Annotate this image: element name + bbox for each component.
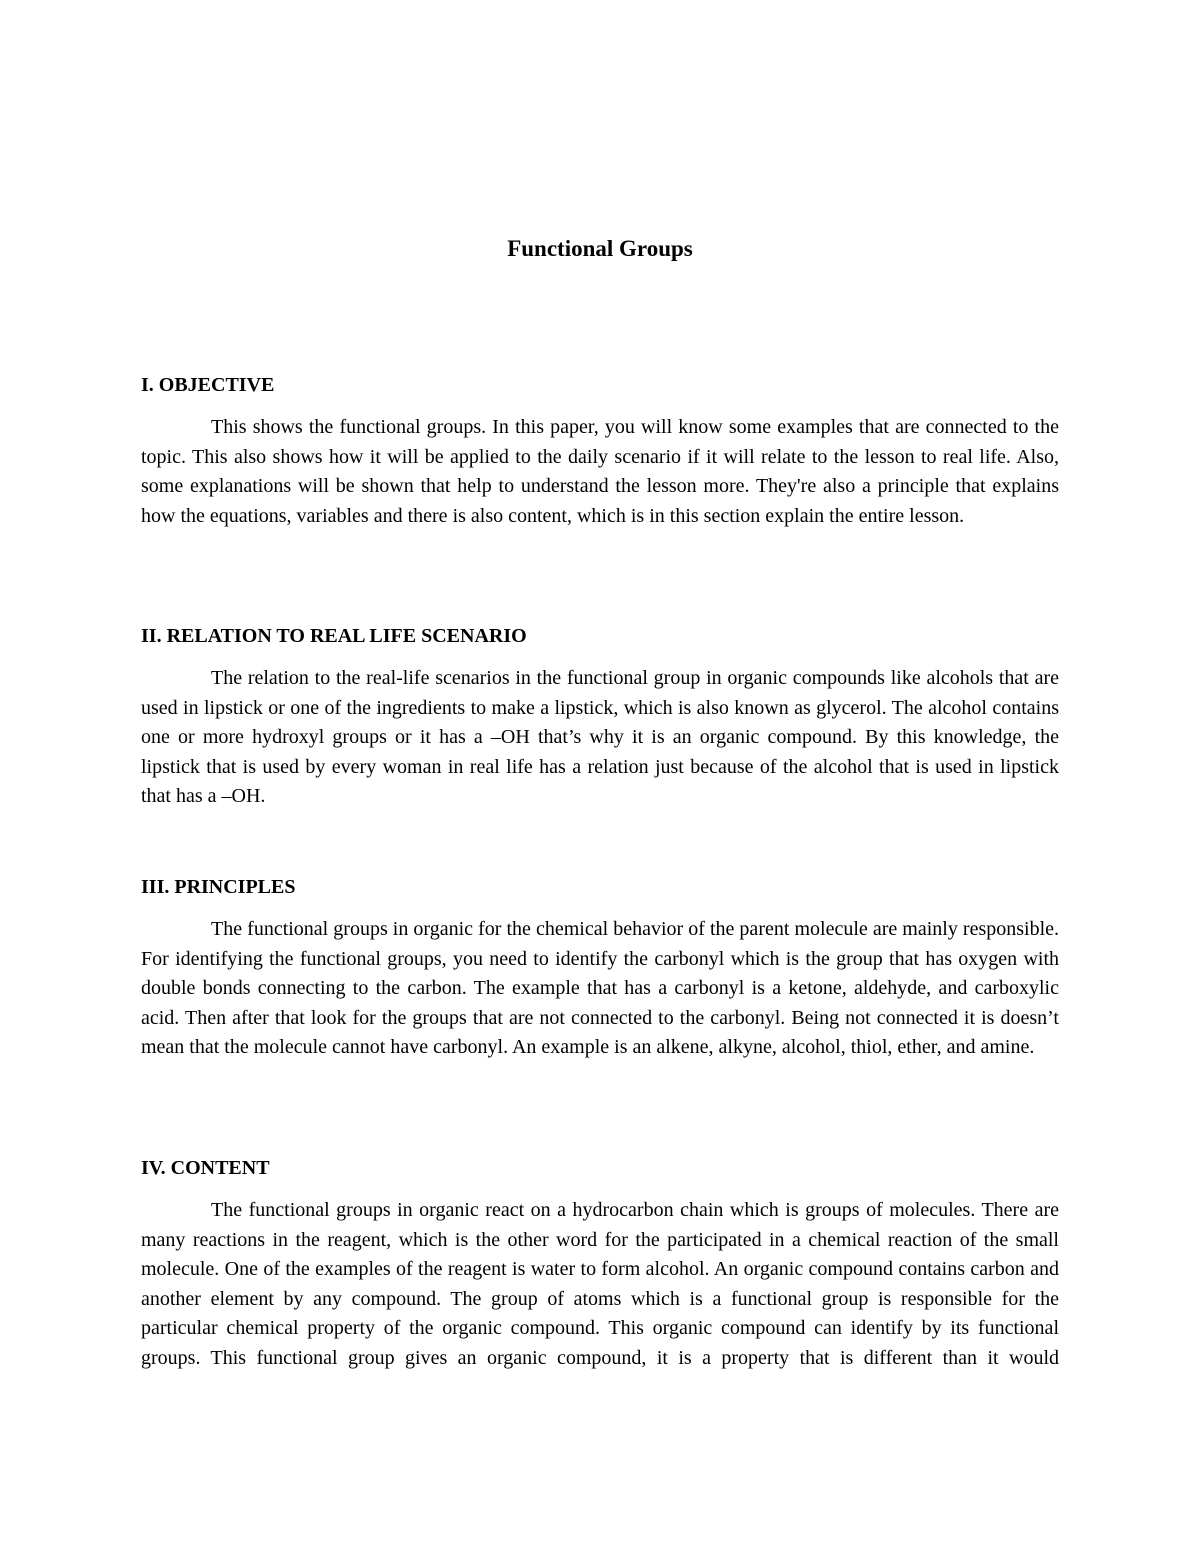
section-content <box>141 1154 1059 1373</box>
section-heading: I. OBJECTIVE <box>141 374 275 396</box>
section-heading: III. PRINCIPLES <box>141 876 296 898</box>
section-body: This shows the functional groups. In this paper, you will know some examples that are connected to the topic. This also shows how it will be applied to the daily scenario if it will relate to the lesson to real life. Also, some explanations will be shown that help to understand the lesson more. They're also a principle that explains how the equations, variables and there is also content, which is in this section explain the entire lesson. <box>141 416 1059 527</box>
page-title: Functional Groups <box>507 236 693 261</box>
section-heading: II. RELATION TO REAL LIFE SCENARIO <box>141 625 527 647</box>
section-relation-to-real-life <box>141 622 1059 812</box>
section-principles <box>141 873 1059 1063</box>
section-heading: IV. CONTENT <box>141 1157 270 1179</box>
section-objective <box>141 371 1059 531</box>
section-body: The relation to the real-life scenarios in the functional group in organic compounds like alcohols that are used in lipstick or one of the ingredients to make a lipstick, which is also known as glycerol. The alcohol contains one or more hydroxyl groups or it has a –OH that’s why it is an organic compound. By this knowledge, the lipstick that is used by every woman in real life has a relation just because of the alcohol that is used in lipstick that has a –OH. <box>141 667 1059 807</box>
section-body: The functional groups in organic react on a hydrocarbon chain which is groups of molecules. There are many reactions in the reagent, which is the other word for the participated in a chemical reaction of the small molecule. One of the examples of the reagent is water to form alcohol. An organic compound contains carbon and another element by any compound. The group of atoms which is a functional group is responsible for the particular chemical property of the organic compound. This organic compound can identify by its functional groups. This functional group gives an organic compound, it is a property that is different than it would <box>141 1199 1059 1369</box>
section-body: The functional groups in organic for the chemical behavior of the parent molecule are mainly responsible. For identifying the functional groups, you need to identify the carbonyl which is the group that has oxygen with double bonds connecting to the carbon. The example that has a carbonyl is a ketone, aldehyde, and carboxylic acid. Then after that look for the groups that are not connected to the carbonyl. Being not connected it is doesn’t mean that the molecule cannot have carbonyl. An example is an alkene, alkyne, alcohol, thiol, ether, and amine. <box>141 918 1059 1058</box>
